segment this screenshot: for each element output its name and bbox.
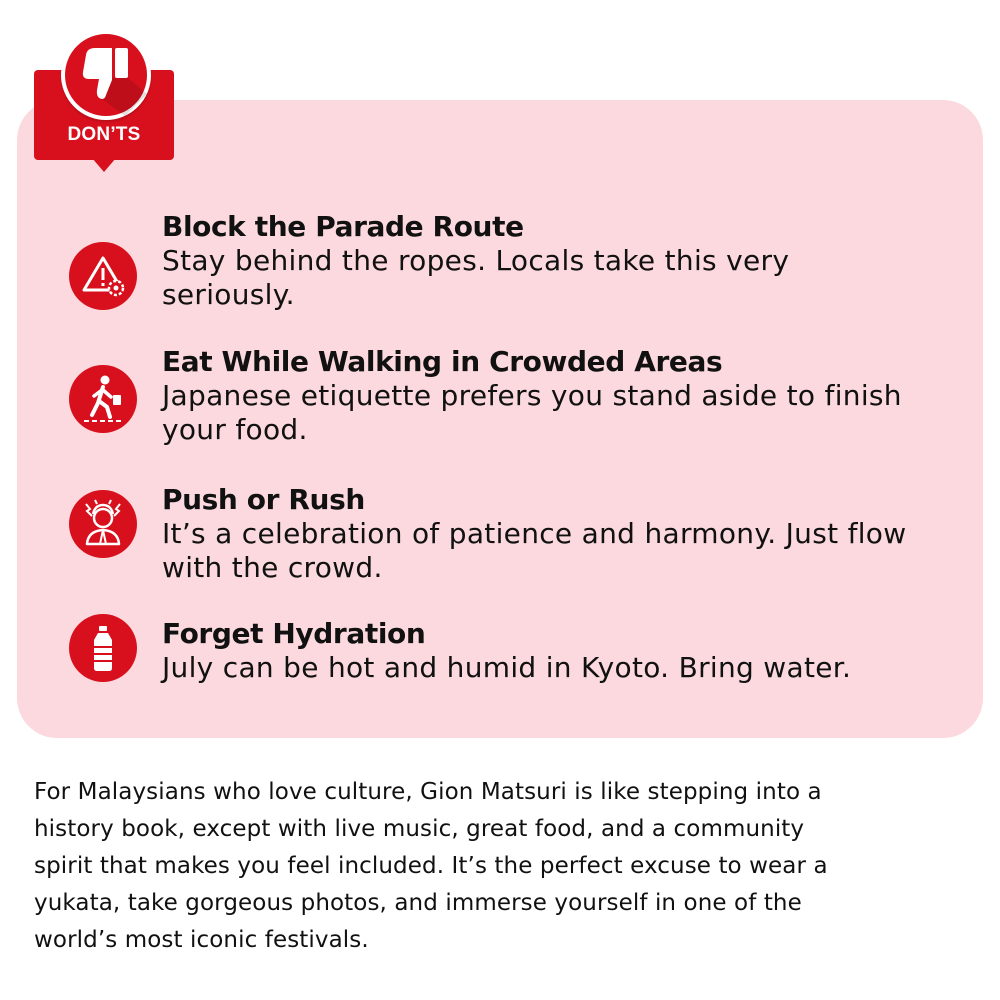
badge-label: DON’TS bbox=[67, 124, 141, 145]
item-desc-line: July can be hot and humid in Kyoto. Bring water. bbox=[162, 651, 852, 684]
walking-person-icon bbox=[69, 365, 137, 433]
paragraph-line: yukata, take gorgeous photos, and immerse yourself in one of the bbox=[34, 890, 802, 916]
badge-pointer bbox=[92, 158, 116, 172]
item-title: Push or Rush bbox=[162, 483, 365, 516]
thumbs-down-icon bbox=[61, 30, 151, 120]
item-title: Eat While Walking in Crowded Areas bbox=[162, 345, 723, 378]
water-bottle-icon bbox=[69, 614, 137, 682]
item-desc-line: your food. bbox=[162, 413, 308, 446]
item-desc-line: It’s a celebration of patience and harmony. Just flow bbox=[162, 517, 907, 550]
item-title: Block the Parade Route bbox=[162, 210, 524, 243]
paragraph-line: history book, except with live music, great food, and a community bbox=[34, 816, 805, 842]
paragraph-line: For Malaysians who love culture, Gion Matsuri is like stepping into a bbox=[34, 779, 822, 805]
paragraph-line: world’s most iconic festivals. bbox=[34, 927, 369, 953]
item-desc-line: Japanese etiquette prefers you stand aside to finish bbox=[162, 379, 902, 412]
warning-gear-icon bbox=[69, 242, 137, 310]
item-desc-line: with the crowd. bbox=[162, 551, 383, 584]
item-desc-line: Stay behind the ropes. Locals take this very bbox=[162, 244, 790, 277]
donts-badge bbox=[34, 34, 174, 174]
closing-paragraph bbox=[34, 774, 984, 959]
stressed-person-icon bbox=[69, 490, 137, 558]
item-desc-line: seriously. bbox=[162, 278, 295, 311]
item-title: Forget Hydration bbox=[162, 617, 426, 650]
paragraph-line: spirit that makes you feel included. It’s the perfect excuse to wear a bbox=[34, 853, 828, 879]
